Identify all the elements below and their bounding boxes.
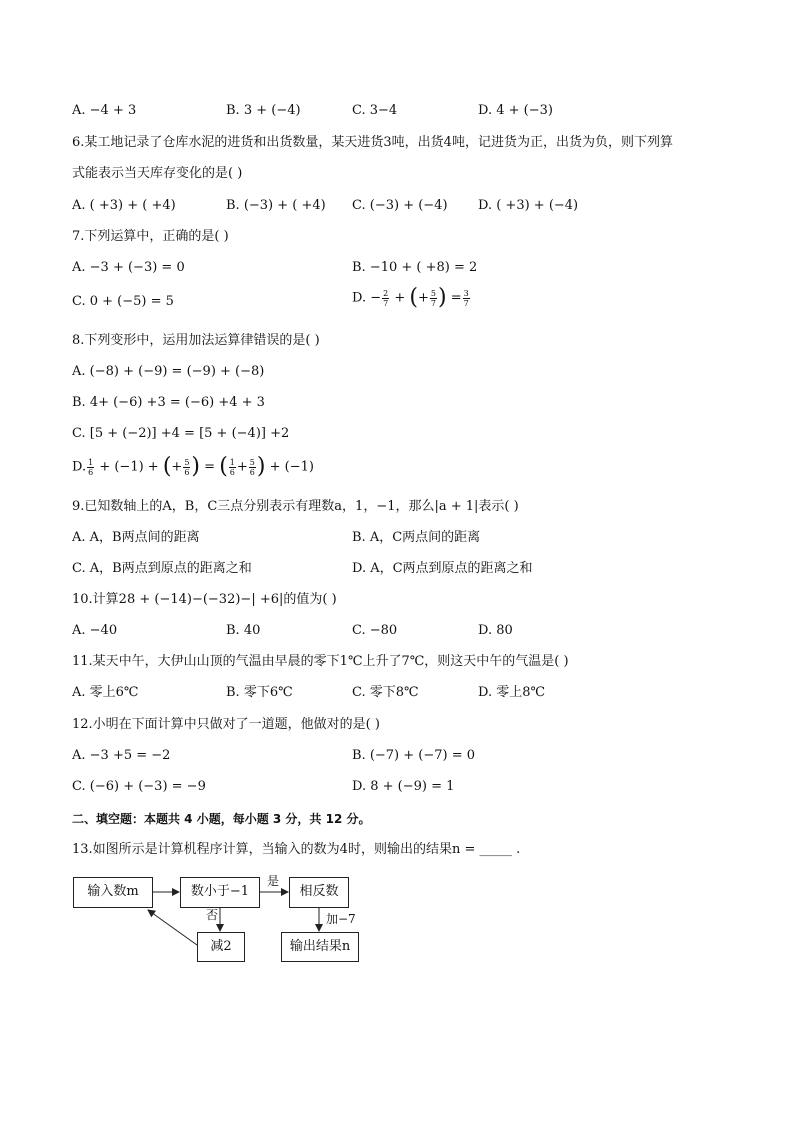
q5-option-a: A. −4 + 3 [72,103,137,118]
q12-option-a: A. −3 +5 = −2 [72,748,171,763]
q6-stem-line1: 6.某工地记录了仓库水泥的进货和出货数量，某天进货3吨，出货4吨，记进货为正，出货为负，则下列算 [72,135,673,150]
q9-option-c: C. A，B两点到原点的距离之和 [72,561,252,576]
section-heading: 二、填空题：本题共 4 小题，每小题 3 分，共 12 分。 [72,812,371,826]
q8-option-c: C. [5 + (−2)] +4 = [5 + (−4)] +2 [72,426,290,441]
q6-option-a: A. ( +3) + ( +4) [72,198,176,213]
flow-output-box: 输出结果n [281,932,359,962]
q11-option-a: A. 零上6℃ [72,685,139,700]
flow-yes-label: 是 [267,874,280,888]
fraction: $\frac{3}{7}$ [463,288,469,308]
q12-option-b: B. (−7) + (−7) = 0 [352,748,476,763]
q6-option-c: C. (−3) + (−4) [352,198,448,213]
fraction: $\frac{5}{6}$ [184,457,190,477]
q6-stem-line2: 式能表示当天库存变化的是( ) [72,166,243,181]
flow-condition-box: 数小于−1 [180,877,260,908]
q9-option-a: A. A，B两点间的距离 [72,530,200,545]
q8-stem: 8.下列变形中，运用加法运算律错误的是( ) [72,333,320,348]
q12-stem: 12.小明在下面计算中只做对了一道题，他做对的是( ) [72,717,380,732]
q9-option-d: D. A，C两点到原点的距离之和 [352,561,533,576]
q9-option-b: B. A，C两点间的距离 [352,530,481,545]
q7-stem: 7.下列运算中，正确的是( ) [72,229,229,244]
fraction: $\frac{1}{6}$ [88,457,94,477]
q7-option-d: D. − $\frac{2}{7}$ + (+ $\frac{5}{7}$ ) = $\frac{3}{7}$ [352,285,469,310]
q9-stem: 9.已知数轴上的A，B，C三点分别表示有理数a，1，−1，那么|a + 1|表示( ) [72,499,519,514]
q10-option-c: C. −80 [352,623,398,638]
q10-stem: 10.计算28 + (−14)−(−32)−| +6|的值为( ) [72,592,337,607]
q8-option-d: D. $\frac{1}{6}$ + (−1) + (+ $\frac{5}{6}$ ) = ( $\frac{1}{6}$ + $\frac{5}{6}$ ) + (−1) [72,454,314,479]
q13-stem: 13.如图所示是计算机程序计算，当输入的数为4时，则输出的结果n = _____ . [72,842,521,857]
q10-option-d: D. 80 [478,623,513,638]
arrow-loop-back [148,910,197,945]
fraction: $\frac{2}{7}$ [383,288,389,308]
flow-no-label: 否 [206,908,219,922]
q10-option-b: B. 40 [226,623,261,638]
q6-option-b: B. (−3) + ( +4) [226,198,326,213]
flow-subtract-box: 减2 [197,932,245,962]
flow-input-box: 输入数m [73,877,153,908]
flow-opposite-box: 相反数 [289,877,349,908]
q11-option-c: C. 零下8℃ [352,685,419,700]
q12-option-d: D. 8 + (−9) = 1 [352,779,455,794]
q12-option-c: C. (−6) + (−3) = −9 [72,779,206,794]
q11-option-b: B. 零下6℃ [226,685,293,700]
q5-option-b: B. 3 + (−4) [226,103,301,118]
q7-option-c: C. 0 + (−5) = 5 [72,294,174,309]
q7-option-a: A. −3 + (−3) = 0 [72,260,185,275]
q5-option-d: D. 4 + (−3) [478,103,553,118]
fraction: $\frac{5}{6}$ [249,457,255,477]
q11-option-d: D. 零上8℃ [478,685,546,700]
q6-option-d: D. ( +3) + (−4) [478,198,579,213]
q8-option-b: B. 4+ (−6) +3 = (−6) +4 + 3 [72,395,265,410]
fraction: $\frac{5}{7}$ [430,288,436,308]
q7-option-b: B. −10 + ( +8) = 2 [352,260,478,275]
q11-stem: 11.某天中午，大伊山山顶的气温由早晨的零下1℃上升了7℃，则这天中午的气温是( ) [72,654,569,669]
fraction: $\frac{1}{6}$ [229,457,235,477]
q10-option-a: A. −40 [72,623,118,638]
q5-option-c: C. 3−4 [352,103,398,118]
flow-add-label: 加−7 [326,912,356,926]
q8-option-a: A. (−8) + (−9) = (−9) + (−8) [72,364,265,379]
